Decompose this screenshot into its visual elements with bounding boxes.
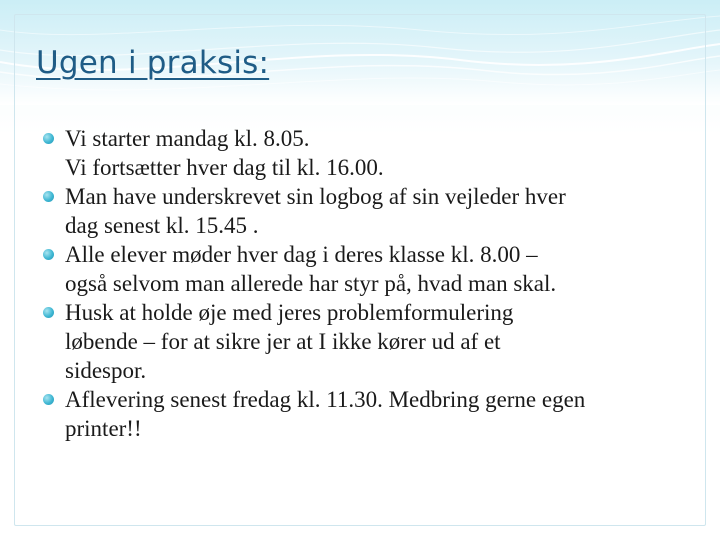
bullet-text-line: Vi starter mandag kl. 8.05. xyxy=(65,126,310,151)
bullet-text-line: også selvom man allerede har styr på, hvad man skal. xyxy=(65,271,557,296)
bullet-text-line: Man have underskrevet sin logbog af sin vejleder hver xyxy=(65,184,566,209)
bullet-item xyxy=(40,182,690,240)
bullet-text-line: Alle elever møder hver dag i deres klasse kl. 8.00 – xyxy=(65,242,538,267)
bullet-item xyxy=(40,298,690,385)
bullet-text-line: Aflevering senest fredag kl. 11.30. Medbring gerne egen xyxy=(65,387,586,412)
bullet-text-line: printer!! xyxy=(65,416,142,441)
bullet-item xyxy=(40,124,690,182)
bullet-text-line: dag senest kl. 15.45 . xyxy=(65,213,259,238)
bullet-text-line: løbende – for at sikre jer at I ikke kører ud af et xyxy=(65,329,501,354)
bullet-dot-icon xyxy=(43,249,54,260)
bullet-item xyxy=(40,385,690,443)
bullet-text-line: Husk at holde øje med jeres problemformulering xyxy=(65,300,514,325)
bullet-item xyxy=(40,240,690,298)
bullet-dot-icon xyxy=(43,133,54,144)
bullet-dot-icon xyxy=(43,191,54,202)
bullet-dot-icon xyxy=(43,394,54,405)
bullet-dot-icon xyxy=(43,307,54,318)
bullet-text-line: sidespor. xyxy=(65,358,147,383)
bullet-text-line: Vi fortsætter hver dag til kl. 16.00. xyxy=(65,155,384,180)
bullet-list xyxy=(40,124,690,443)
slide-title: Ugen i praksis: xyxy=(36,45,270,81)
